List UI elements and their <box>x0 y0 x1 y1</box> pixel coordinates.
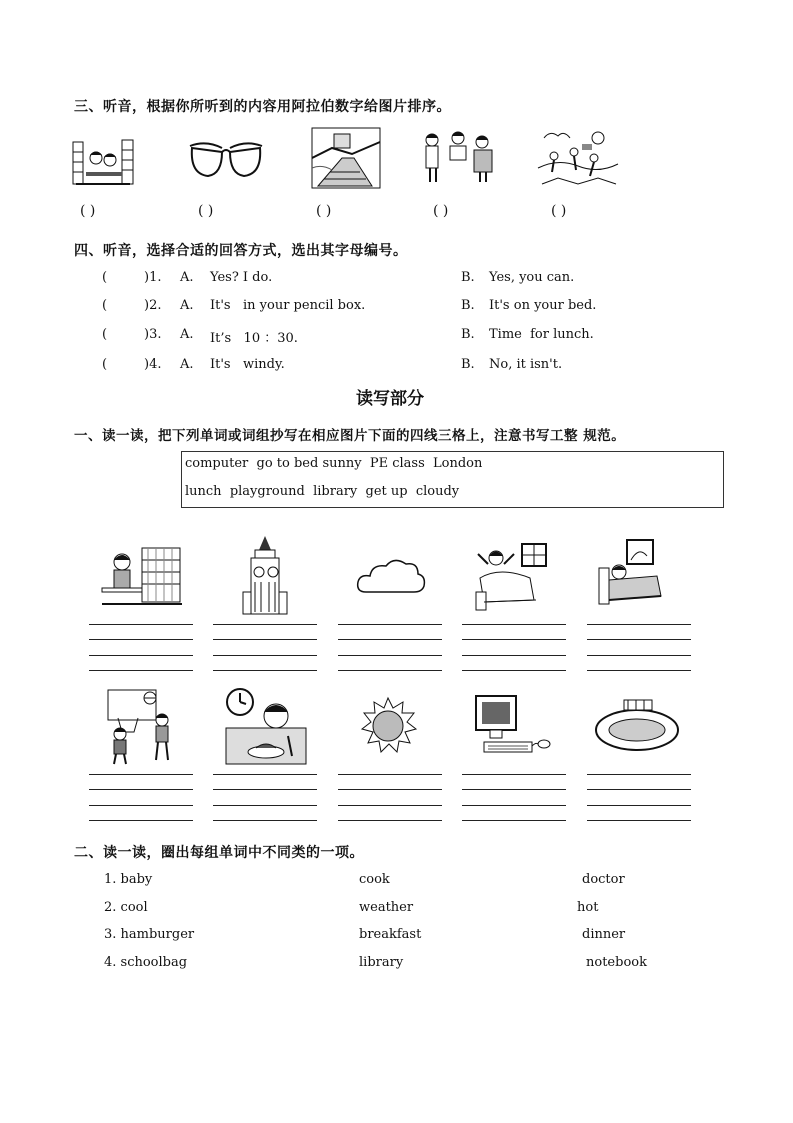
cloud-icon <box>356 556 426 596</box>
go-to-bed-icon <box>597 538 663 608</box>
great-wall-icon <box>312 128 380 188</box>
option-b-text: It's on your bed. <box>489 298 597 313</box>
open-paren: ( <box>102 357 108 372</box>
people-reading-icon <box>420 130 498 184</box>
writing-lines[interactable] <box>338 624 442 672</box>
open-paren: ( <box>102 270 108 285</box>
question-number: )4. <box>144 357 162 372</box>
writing-lines[interactable] <box>587 624 691 672</box>
question-number: )3. <box>144 327 162 342</box>
answer-blank-3[interactable]: ( ) <box>316 203 332 219</box>
writing-lines[interactable] <box>462 624 566 672</box>
get-up-icon <box>470 542 552 612</box>
answer-blank-5[interactable]: ( ) <box>551 203 567 219</box>
writing-lines[interactable] <box>587 774 691 822</box>
word-item[interactable]: 2. cool <box>104 900 148 915</box>
option-a-text: Yes? I do. <box>210 270 273 285</box>
listening-4-heading: 四、听音，选择合适的回答方式，选出其字母编号。 <box>74 243 408 259</box>
writing-lines[interactable] <box>89 774 193 822</box>
lunch-icon <box>224 686 308 768</box>
question-number: )2. <box>144 298 162 313</box>
word-item[interactable]: 1. baby <box>104 872 153 887</box>
word-item[interactable]: dinner <box>582 927 626 942</box>
playground-icon <box>594 694 680 754</box>
word-bank <box>181 451 724 508</box>
option-a-text: It's windy. <box>210 357 285 372</box>
option-b-text: Time for lunch. <box>489 327 594 342</box>
listening-3-heading: 三、听音，根据你所听到的内容用阿拉伯数字给图片排序。 <box>74 99 451 115</box>
section-title: 读写部分 <box>356 389 424 409</box>
option-a-text: It’s 10 ：30. <box>210 331 298 346</box>
word-item[interactable]: hot <box>577 900 599 915</box>
open-paren: ( <box>102 298 108 313</box>
pe-class-icon <box>104 688 176 766</box>
rw-1-heading: 一、读一读，把下列单词或词组抄写在相应图片下面的四线三格上，注意书写工整 规范。 <box>74 428 626 444</box>
writing-lines[interactable] <box>213 774 317 822</box>
word-bank-line-2: lunch playground library get up cloudy <box>185 484 460 499</box>
option-a-text: It's in your pencil box. <box>210 298 366 313</box>
option-a-label: A. <box>180 270 194 285</box>
word-item[interactable]: cook <box>359 872 390 887</box>
word-item[interactable]: doctor <box>582 872 625 887</box>
option-b-label: B. <box>461 298 475 313</box>
writing-lines[interactable] <box>213 624 317 672</box>
word-item[interactable]: library <box>359 955 404 970</box>
word-item[interactable]: notebook <box>586 955 647 970</box>
sun-icon <box>358 696 418 756</box>
option-b-text: No, it isn't. <box>489 357 563 372</box>
option-b-label: B. <box>461 270 475 285</box>
word-bank-line-1: computer go to bed sunny PE class London <box>185 456 483 471</box>
reading-library-icon <box>102 546 182 606</box>
writing-lines[interactable] <box>89 624 193 672</box>
word-item[interactable]: breakfast <box>359 927 422 942</box>
writing-lines[interactable] <box>462 774 566 822</box>
word-item[interactable]: 4. schoolbag <box>104 955 188 970</box>
option-b-label: B. <box>461 327 475 342</box>
computer-icon <box>474 694 552 758</box>
library-kids-icon <box>72 138 134 188</box>
option-a-label: A. <box>180 298 194 313</box>
open-paren: ( <box>102 327 108 342</box>
word-item[interactable]: weather <box>359 900 414 915</box>
option-b-label: B. <box>461 357 475 372</box>
question-number: )1. <box>144 270 162 285</box>
answer-blank-2[interactable]: ( ) <box>198 203 214 219</box>
option-a-label: A. <box>180 357 194 372</box>
word-item[interactable]: 3. hamburger <box>104 927 195 942</box>
answer-blank-1[interactable]: ( ) <box>80 203 96 219</box>
option-a-label: A. <box>180 327 194 342</box>
option-b-text: Yes, you can. <box>489 270 575 285</box>
writing-lines[interactable] <box>338 774 442 822</box>
answer-blank-4[interactable]: ( ) <box>433 203 449 219</box>
big-ben-icon <box>243 536 287 616</box>
sunglasses-icon <box>186 140 266 182</box>
rw-2-heading: 二、读一读，圈出每组单词中不同类的一项。 <box>74 845 364 861</box>
kids-playing-icon <box>538 128 618 188</box>
